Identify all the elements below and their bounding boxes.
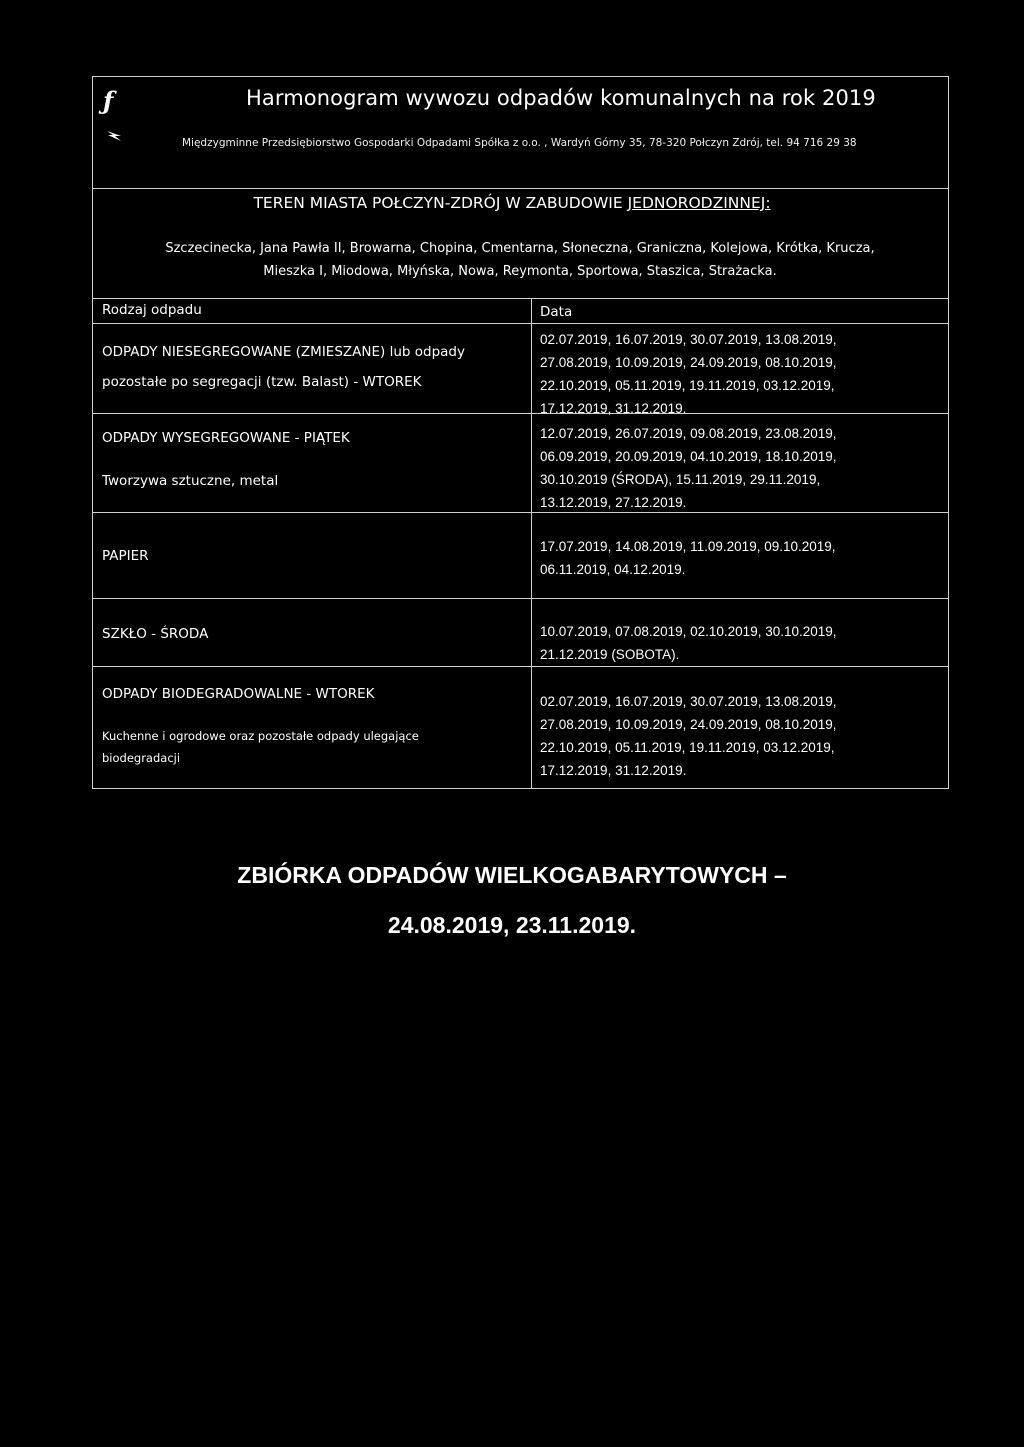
- waste-type-line: biodegradacji: [102, 751, 181, 765]
- street-list-line-1: Szczecinecka, Jana Pawła II, Browarna, Chopina, Cmentarna, Słoneczna, Graniczna, Kolejowa, Krótka, Krucza,: [165, 241, 875, 256]
- date-line: 12.07.2019, 26.07.2019, 09.08.2019, 23.08.2019,: [540, 426, 837, 441]
- company-logo-mark-icon: [106, 130, 122, 142]
- waste-type-paper: PAPIER: [102, 548, 149, 564]
- waste-type-glass: SZKŁO - ŚRODA: [102, 626, 209, 642]
- dates-bio: [540, 690, 945, 782]
- divider-header: [92, 188, 949, 189]
- date-line: 27.08.2019, 10.09.2019, 24.09.2019, 08.10.2019,: [540, 355, 837, 370]
- divider-table-top: [92, 298, 949, 299]
- column-header-date: Data: [540, 304, 573, 320]
- column-divider: [531, 298, 532, 789]
- area-heading-underlined: JEDNORODZINNEJ:: [627, 194, 771, 212]
- divider-header-row: [92, 323, 949, 324]
- date-line: 06.09.2019, 20.09.2019, 04.10.2019, 18.10.2019,: [540, 449, 837, 464]
- street-list-line-2: Mieszka I, Miodowa, Młyńska, Nowa, Reymonta, Sportowa, Staszica, Strażacka.: [263, 264, 777, 279]
- waste-type-line: ODPADY NIESEGREGOWANE (ZMIESZANE) lub odpady: [102, 344, 465, 360]
- company-logo: ƒ: [103, 86, 114, 115]
- waste-type-line: pozostałe po segregacji (tzw. Balast) - WTOREK: [102, 374, 422, 390]
- dates-segregated: [540, 422, 945, 514]
- waste-type-segregated-detail: Tworzywa sztuczne, metal: [102, 473, 279, 489]
- column-header-type: Rodzaj odpadu: [102, 302, 202, 318]
- divider-row-4: [92, 666, 949, 667]
- bulky-waste-heading: ZBIÓRKA ODPADÓW WIELKOGABARYTOWYCH –: [237, 862, 787, 888]
- date-line: 22.10.2019, 05.11.2019, 19.11.2019, 03.12.2019,: [540, 378, 835, 393]
- date-line: 27.08.2019, 10.09.2019, 24.09.2019, 08.10.2019,: [540, 717, 837, 732]
- street-list: [110, 237, 930, 283]
- date-line: 17.12.2019, 31.12.2019.: [540, 763, 687, 778]
- date-line: 17.12.2019, 31.12.2019.: [540, 401, 687, 416]
- date-line: 22.10.2019, 05.11.2019, 19.11.2019, 03.12.2019,: [540, 740, 835, 755]
- date-line: 02.07.2019, 16.07.2019, 30.07.2019, 13.08.2019,: [540, 694, 837, 709]
- bulky-waste-dates: 24.08.2019, 23.11.2019.: [387, 912, 637, 938]
- date-line: 17.07.2019, 14.08.2019, 11.09.2019, 09.10.2019,: [540, 539, 836, 554]
- dates-paper: [540, 535, 945, 581]
- waste-type-bio-detail: [102, 725, 419, 769]
- area-heading: [0, 194, 1024, 212]
- date-line: 13.12.2019, 27.12.2019.: [540, 495, 687, 510]
- company-info: Międzygminne Przedsiębiorstwo Gospodarki Odpadami Spółka z o.o. , Wardyń Górny 35, 78-320 Połczyn Zdrój, tel. 94 716 29 38: [182, 137, 857, 149]
- date-line: 02.07.2019, 16.07.2019, 30.07.2019, 13.08.2019,: [540, 332, 837, 347]
- area-heading-prefix: TEREN MIASTA POŁCZYN-ZDRÓJ W ZABUDOWIE: [253, 194, 628, 212]
- date-line: 06.11.2019, 04.12.2019.: [540, 562, 686, 577]
- dates-mixed: [540, 328, 945, 420]
- divider-row-3: [92, 598, 949, 599]
- waste-type-mixed: [102, 337, 465, 397]
- waste-type-line: Kuchenne i ogrodowe oraz pozostałe odpady ulegające: [102, 729, 419, 743]
- waste-type-segregated: ODPADY WYSEGREGOWANE - PIĄTEK: [102, 430, 350, 446]
- dates-glass: [540, 620, 945, 666]
- waste-type-bio: ODPADY BIODEGRADOWALNE - WTOREK: [102, 686, 375, 702]
- date-line: 10.07.2019, 07.08.2019, 02.10.2019, 30.10.2019,: [540, 624, 837, 639]
- date-line: 21.12.2019 (SOBOTA).: [540, 647, 680, 662]
- date-line: 30.10.2019 (ŚRODA), 15.11.2019, 29.11.2019,: [540, 472, 821, 487]
- page-title: Harmonogram wywozu odpadów komunalnych na rok 2019: [246, 86, 876, 110]
